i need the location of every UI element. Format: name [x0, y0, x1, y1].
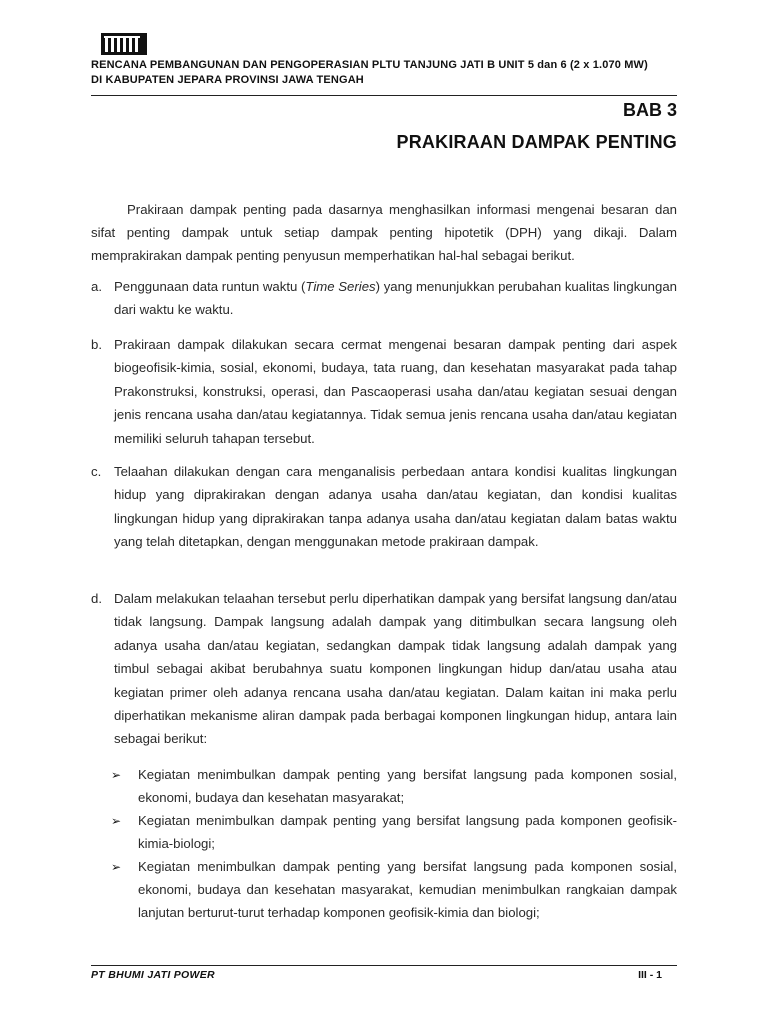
list-item-text: Dalam melakukan telaahan tersebut perlu diperhatikan dampak yang bersifat langsung dan/atau tidak langsung. Dampak langsung adalah dampak yang ditimbulkan secara langsung oleh adanya usaha dan/atau kegiatan, sedangkan dampak tidak langsung adalah dampak yang timbul sebagai akibat berubahnya suatu komponen lingkungan hidup dan/atau usaha atau kegiatan primer oleh adanya rencana usaha dan/atau kegiatan. Dalam kaitan ini maka perlu diperhatikan mekanisme aliran dampak pada berbagai komponen lingkungan hidup, antara lain sebagai berikut:	[114, 591, 677, 747]
bullet-item-3	[111, 855, 677, 925]
arrow-bullet-icon: ➢	[111, 860, 122, 874]
footer-divider	[91, 965, 677, 966]
list-item-text: Penggunaan data runtun waktu (Time Series) yang menunjukkan perubahan kualitas lingkungan dari waktu ke waktu.	[114, 279, 677, 318]
list-item-c	[91, 460, 677, 554]
page-title: PRAKIRAAN DAMPAK PENTING	[396, 132, 677, 152]
bullet-text: Kegiatan menimbulkan dampak penting yang bersifat langsung pada komponen geofisik-kimia-biologi;	[138, 813, 677, 852]
header-divider	[91, 95, 677, 96]
list-item-d	[91, 587, 677, 751]
chapter-label: BAB 3	[622, 100, 677, 120]
header-line-2: DI KABUPATEN JEPARA PROVINSI JAWA TENGAH	[91, 74, 364, 86]
bullet-item-2	[111, 809, 677, 855]
list-marker: a.	[91, 279, 102, 294]
arrow-bullet-icon: ➢	[111, 814, 122, 828]
list-marker: b.	[91, 337, 102, 352]
header-line-1: RENCANA PEMBANGUNAN DAN PENGOPERASIAN PLTU TANJUNG JATI B UNIT 5 dan 6 (2 x 1.070 MW)	[91, 59, 648, 71]
list-item-text: Prakiraan dampak dilakukan secara cermat mengenai besaran dampak penting dari aspek biogeofisik-kimia, sosial, ekonomi, budaya, tata ruang, dan kesehatan masyarakat pada tahap Prakonstruksi, konstruksi, operasi, dan Pascaoperasi usaha dan/atau kegiatan sesuai dengan jenis rencana usaha dan/atau kegiatannya. Tidak semua jenis rencana usaha dan/atau kegiatan memiliki seluruh tahapan tersebut.	[114, 337, 677, 446]
intro-paragraph: Prakiraan dampak penting pada dasarnya menghasilkan informasi mengenai besaran dan sifat penting dampak untuk setiap dampak penting hipotetik (DPH) yang dikaji. Dalam memprakirakan dampak penting penyusun memperhatikan hal-hal sebagai berikut.	[91, 202, 677, 263]
list-item-b	[91, 333, 677, 450]
bullet-text: Kegiatan menimbulkan dampak penting yang bersifat langsung pada komponen sosial, ekonomi, budaya dan kesehatan masyarakat, kemudian menimbulkan rangkaian dampak lanjutan berturut-turut terhadap komponen geofisik-kimia dan biologi;	[138, 859, 677, 921]
footer-company: PT BHUMI JATI POWER	[91, 969, 215, 981]
bullet-text: Kegiatan menimbulkan dampak penting yang bersifat langsung pada komponen sosial, ekonomi, budaya dan kesehatan masyarakat;	[138, 767, 677, 806]
bullet-item-1	[111, 763, 677, 809]
list-marker: d.	[91, 591, 102, 606]
list-marker: c.	[91, 464, 102, 479]
company-logo-icon	[101, 33, 147, 55]
list-item-text: Telaahan dilakukan dengan cara menganalisis perbedaan antara kondisi kualitas lingkungan hidup yang diprakirakan dengan adanya usaha dan/atau kegiatan, dan kondisi kualitas lingkungan hidup yang diprakirakan tanpa adanya usaha dan/atau kegiatan dalam batas waktu yang telah ditetapkan, dengan menggunakan metode prakiraan dampak.	[114, 464, 677, 550]
arrow-bullet-icon: ➢	[111, 768, 122, 782]
page-number: III - 1	[638, 969, 662, 981]
list-item-a	[91, 275, 677, 322]
